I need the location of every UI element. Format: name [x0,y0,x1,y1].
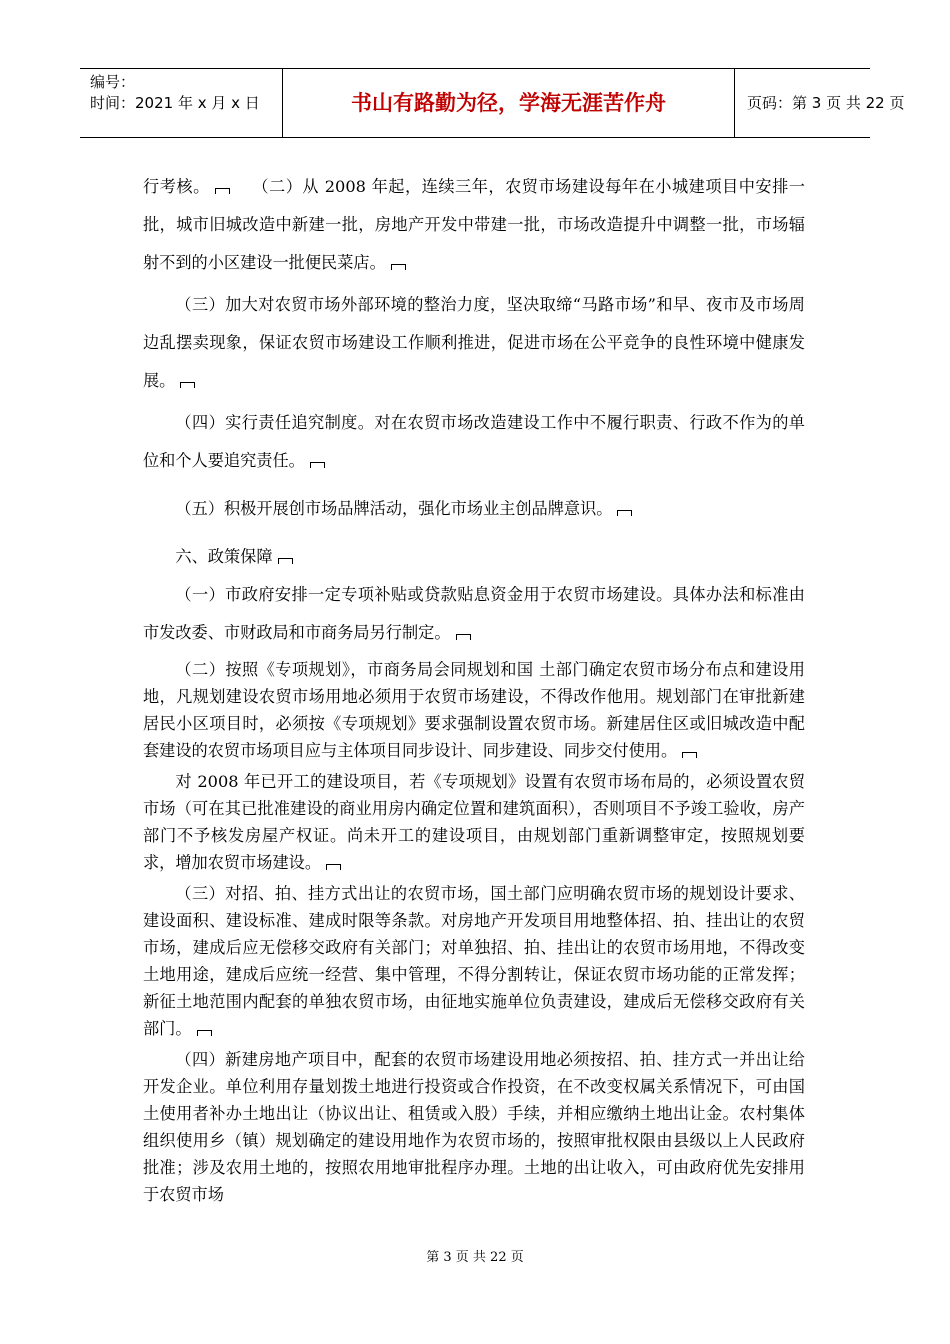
time-label: 时间：2021 年 x 月 x 日 [90,94,260,112]
motto: 书山有路勤为径，学海无涯苦作舟 [351,91,666,115]
paragraph-mark-icon [682,752,697,758]
paragraph-mark-icon [456,634,471,640]
paragraph-mark-icon [197,1030,212,1036]
paragraph: （三）加大对农贸市场外部环境的整治力度，坚决取缔“马路市场”和早、夜市及市场周边乱摆卖现象，保证农贸市场建设工作顺利推进，促进市场在公平竞争的良性环境中健康发展。 [143,295,805,390]
paragraph-mark-icon [310,462,325,468]
header-motto-cell [283,69,735,137]
header-meta [80,69,283,137]
page-header [80,68,905,138]
page-footer: 第 3 页 共 22 页 [426,1250,524,1265]
serial-label: 编号： [90,73,136,91]
paragraph: （二）按照《专项规划》，市商务局会同规划和国 土部门确定农贸市场分布点和建设用地，凡规划建设农贸市场用地必须用于农贸市场建设，不得改作他用。规划部门在审批新建居民小区项目时，必须按《专项规划》要求强制设置农贸市场。新建居住区或旧城改造中配套建设的农贸市场项目应与主体项目同步设计、同步建设、同步交付使用。 [143,660,805,760]
paragraph-mark-icon [617,510,632,516]
paragraph: 行考核。 （二）从 2008 年起，连续三年，农贸市场建设每年在小城建项目中安排一批，城市旧城改造中新建一批，房地产开发中带建一批，市场改造提升中调整一批，市场辐射不到的小区建设一批便民菜店。 [143,177,805,272]
section-heading: 六、政策保障 [143,538,805,576]
paragraph: （五）积极开展创市场品牌活动，强化市场业主创品牌意识。 [143,490,805,528]
paragraph: （四）新建房地产项目中，配套的农贸市场建设用地必须按招、拍、挂方式一并出让给开发企业。单位利用存量划拨土地进行投资或合作投资，在不改变权属关系情况下，可由国土使用者补办土地出让（协议出让、租赁或入股）手续，并相应缴纳土地出让金。农村集体组织使用乡（镇）规划确定的建设用地作为农贸市场的，按照审批权限由县级以上人民政府批准；涉及农用土地的，按照农用地审批程序办理。土地的出让收入，可由政府优先安排用于农贸市场 [143,1050,805,1204]
page-label: 页码：第 3 页 共 22 页 [747,94,905,112]
paragraph-mark-icon [391,264,406,270]
paragraph-mark-icon [180,382,195,388]
document-body [143,168,805,1208]
paragraph: 对 2008 年已开工的建设项目，若《专项规划》设置有农贸市场布局的，必须设置农贸市场（可在其已批准建设的商业用房内确定位置和建筑面积），否则项目不予竣工验收，房产部门不予核发房屋产权证。尚未开工的建设项目，由规划部门重新调整审定，按照规划要求，增加农贸市场建设。 [143,772,805,872]
paragraph-mark-icon [215,188,230,194]
paragraph-mark-icon [278,558,293,564]
paragraph: （一）市政府安排一定专项补贴或贷款贴息资金用于农贸市场建设。具体办法和标准由市发改委、市财政局和市商务局另行制定。 [143,585,805,642]
paragraph: （三）对招、拍、挂方式出让的农贸市场，国土部门应明确农贸市场的规划设计要求、建设面积、建设标准、建成时限等条款。对房地产开发项目用地整体招、拍、挂出让的农贸市场，建成后应无偿移交政府有关部门；对单独招、拍、挂出让的农贸市场用地，不得改变土地用途，建成后应统一经营、集中管理，不得分割转让，保证农贸市场功能的正常发挥；新征土地范围内配套的单独农贸市场，由征地实施单位负责建设，建成后无偿移交政府有关部门。 [143,884,805,1038]
paragraph: （四）实行责任追究制度。对在农贸市场改造建设工作中不履行职责、行政不作为的单位和个人要追究责任。 [143,413,805,470]
paragraph-mark-icon [326,864,341,870]
